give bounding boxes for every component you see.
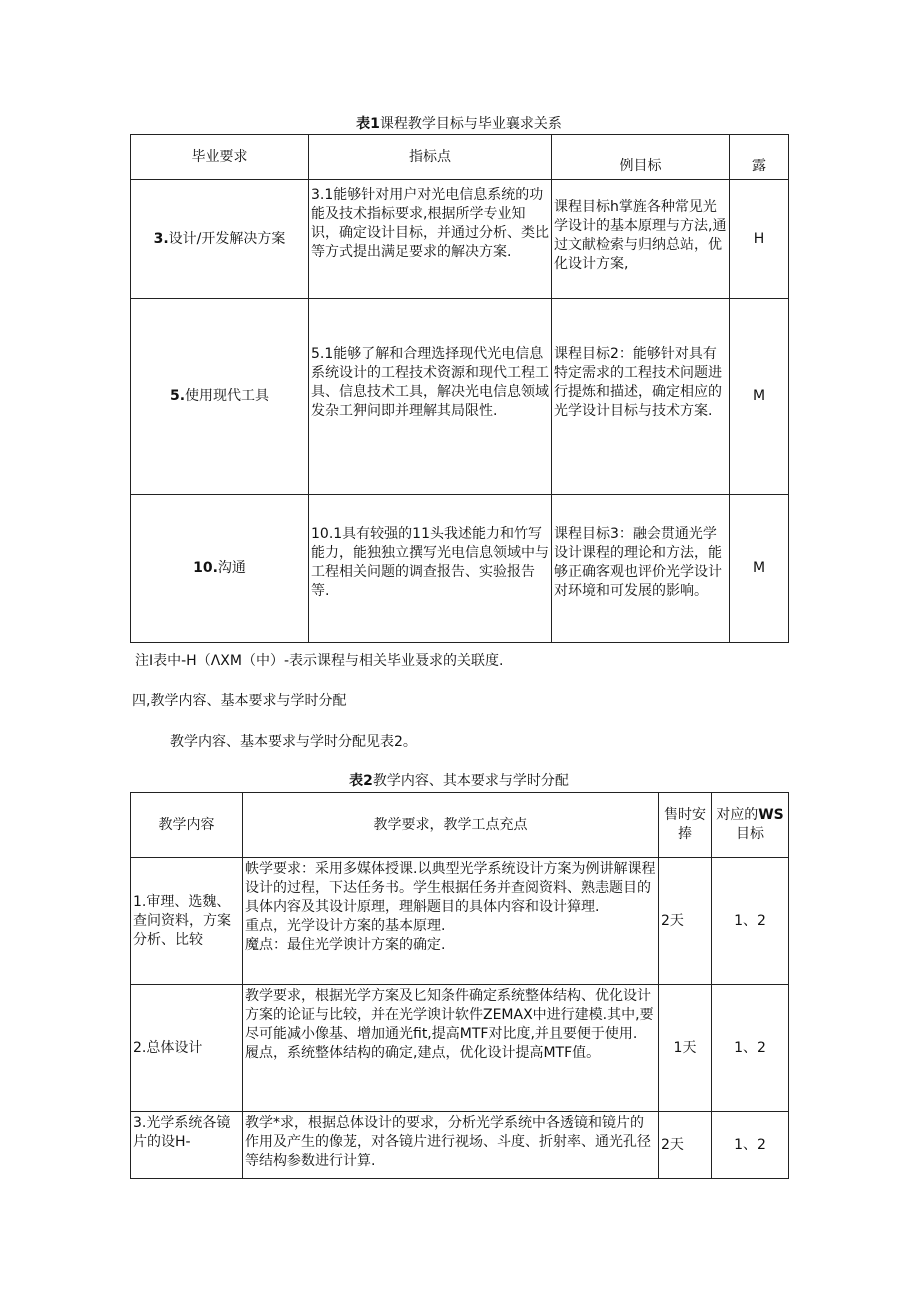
level-cell: M xyxy=(730,299,789,495)
requirements-cell xyxy=(243,985,659,1112)
table-row xyxy=(131,858,789,985)
content-table xyxy=(130,792,789,1179)
req-cell: 5.使用现代工具 xyxy=(131,299,309,495)
key-point-text: 重点，光学设计方案的基本原理. xyxy=(245,918,446,934)
indicator-cell: 10.1具有较强的11头我述能力和竹写能力，能独独立撰写光电信息领域中与工程相关问题的调查报告、实验报告等. xyxy=(309,495,552,643)
table-row xyxy=(131,495,789,643)
requirements-cell xyxy=(243,858,659,985)
header-content: 教学内容 xyxy=(131,793,243,858)
header-course-goal: 例目标 xyxy=(552,135,730,180)
content-cell: 3.光学系统各镜片的设H- xyxy=(131,1112,243,1179)
hours-cell: 1天 xyxy=(659,985,712,1112)
hours-cell: 2天 xyxy=(659,858,712,985)
indicator-cell: 5.1能够了解和合理选择现代光电信息系统设计的工程技术资源和现代工程工具、信息技术工具，解决光电信息领域发杂工狎问即并理解其局限性. xyxy=(309,299,552,495)
difficulty-text: 魔点：最住光学谀计方案的确定. xyxy=(245,937,446,953)
level-cell: M xyxy=(730,495,789,643)
req-cell: 10.沟通 xyxy=(131,495,309,643)
requirement-text: 教学要求，根据光学方案及匕知条件确定系统整体结构、优化设计方案的论证与比较，并在光学谀计软件ZEMAX中进行建模.其中,要尽可能减小像基、增加通光fit,提高MTF对比度,并且要便于使用. xyxy=(245,988,654,1042)
goal-cell: 课程目标h掌旌各种常见光学设计的基本原理与方法,通过文献检索与归纳总站，优化设计方案, xyxy=(552,180,730,299)
header-graduation-req: 毕业要求 xyxy=(131,135,309,180)
goal-cell: 课程目标2：能够针对具有特定需求的工程技术问题进行提炼和描述，确定相应的光学设计目标与技术方案. xyxy=(552,299,730,495)
indicator-cell: 3.1能够针对用户对光电信息系统的功能及技术指标要求,根据所学专业知识，确定设计目标，并通过分析、类比等方式提出满足要求的解决方案. xyxy=(309,180,552,299)
table-row xyxy=(131,1112,789,1179)
table-row xyxy=(131,985,789,1112)
header-requirements: 教学要求，教学工点充点 xyxy=(243,793,659,858)
goal-cell: 课程目标3：融会贯通光学设计课程的理论和方法，能够正确客观也评价光学设计对环境和可发展的影响。 xyxy=(552,495,730,643)
header-level: 露 xyxy=(730,135,789,180)
objectives-table xyxy=(130,134,789,643)
header-targets: 对应的WS目标 xyxy=(712,793,789,858)
key-point-text: 履点，系统整体结构的确定,建点，优化设计提高MTF值。 xyxy=(245,1045,601,1061)
targets-cell: 1、2 xyxy=(712,858,789,985)
header-indicator: 指标点 xyxy=(309,135,552,180)
targets-cell: 1、2 xyxy=(712,1112,789,1179)
table1-caption: 表1课程教学目标与毕业襄求关系 xyxy=(356,116,562,132)
content-cell: 1.审理、选魏、查问资料，方案分析、比较 xyxy=(131,858,243,985)
requirement-text: 帙学要求：采用多媒体授课.以典型光学系统设计方案为例讲解课程设计的过程，下达任务书。学生根据任务并查阅资料、熟恚题目的具体内容及其设计原理，理斛题目的具体内容和设计獐理. xyxy=(245,861,656,915)
content-cell: 2.总体设计 xyxy=(131,985,243,1112)
table-row xyxy=(131,180,789,299)
table2-caption: 表2教学内容、其本要求与学时分配 xyxy=(349,773,569,789)
level-cell: H xyxy=(730,180,789,299)
table-note: 注I表中-H（ΛXM（中）-表示课程与相关毕业聂求的关联度. xyxy=(135,653,504,669)
targets-cell: 1、2 xyxy=(712,985,789,1112)
requirement-text: 教学*求，根据总体设计的要求，分析光学系统中各透镜和镜片的作用及产生的像茏，对各镜片进行视场、斗度、折射率、通光孔径等结构参数进行计算. xyxy=(245,1115,651,1169)
req-cell: 3.设计/开发解决方案 xyxy=(131,180,309,299)
requirements-cell xyxy=(243,1112,659,1179)
section-heading: 四,教学内容、基本要求与学时分配 xyxy=(132,693,347,709)
table-row xyxy=(131,299,789,495)
header-hours: 售时安捧 xyxy=(659,793,712,858)
hours-cell: 2天 xyxy=(659,1112,712,1179)
body-paragraph: 教学内容、基本要求与学时分配见表2。 xyxy=(170,734,417,750)
